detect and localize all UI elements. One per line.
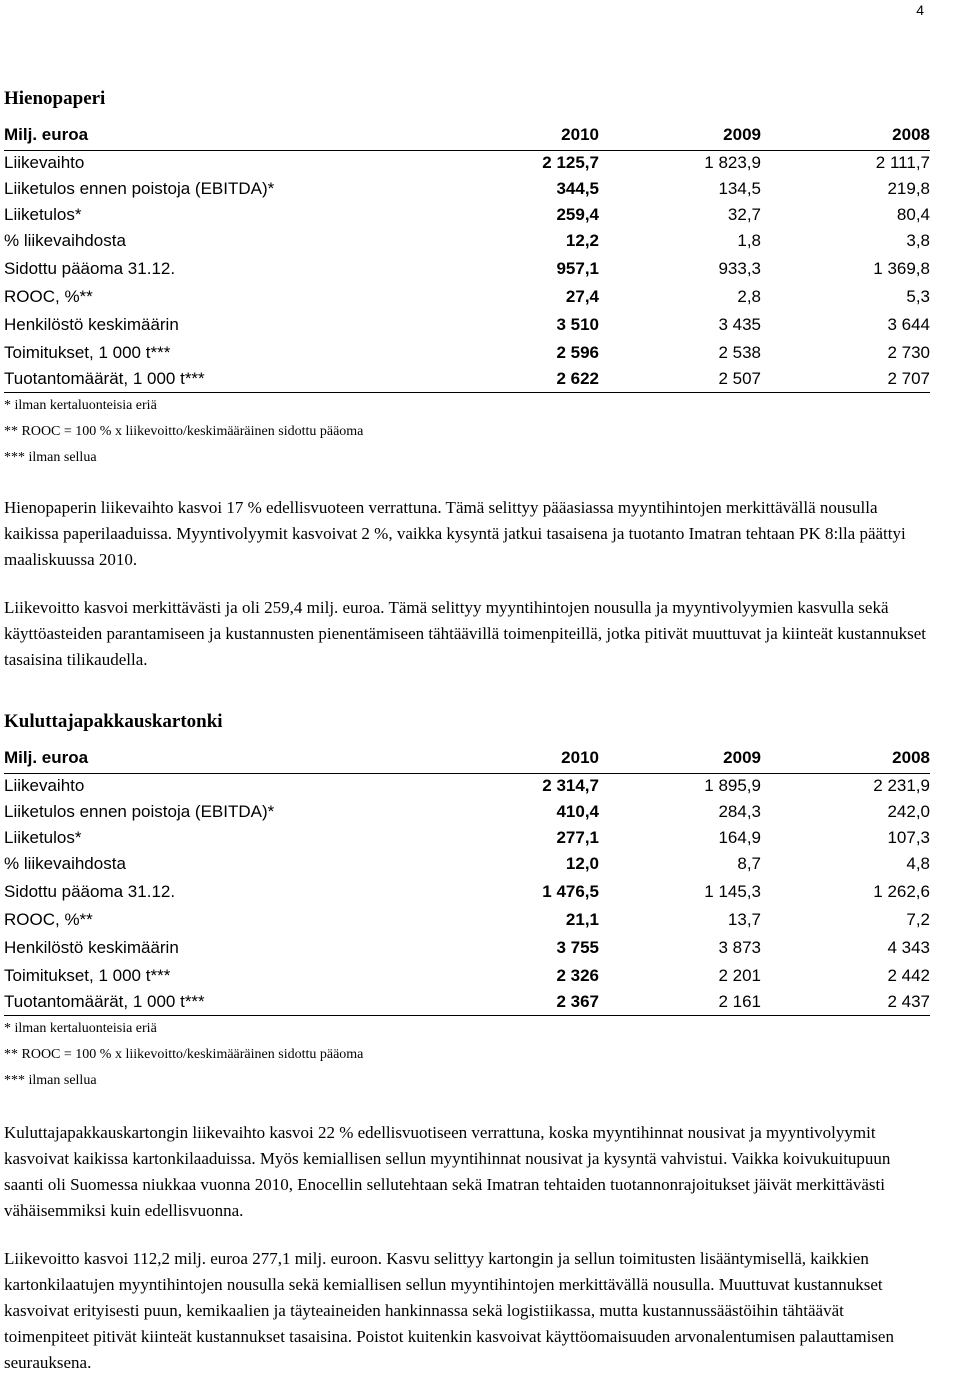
cell-value: 2 437	[887, 991, 930, 1011]
table-row	[4, 773, 930, 799]
footnote: ** ROOC = 100 % x liikevoitto/keskimääräinen sidottu pääoma	[4, 423, 364, 439]
row-label: Toimitukset, 1 000 t***	[4, 343, 171, 362]
table-header-row	[4, 743, 930, 773]
cell-value: 107,3	[887, 828, 930, 847]
body-paragraph: Hienopaperin liikevaihto kasvoi 17 % edellisvuoteen verrattuna. Tämä selittyy pääasiassa myyntihintojen merkittävällä nousulla kaikissa paperilaaduissa. Myyntivolyymit kasvoivat 2 %, vaikka kysyntä jatkui tasaisena ja tuotanto Imatran tehtaan PK 8:lla päättyi maaliskuussa 2010.	[4, 497, 906, 569]
cell-value: 1 823,9	[704, 153, 761, 173]
section-hienopaperi	[4, 88, 930, 673]
footnote: * ilman kertaluonteisia eriä	[4, 1020, 157, 1036]
cell-value: 284,3	[718, 802, 761, 821]
financial-table	[4, 743, 930, 1016]
cell-value: 1 145,3	[704, 882, 761, 901]
row-label: Henkilöstö keskimäärin	[4, 938, 179, 957]
table-footnotes	[4, 393, 930, 471]
page-number: 4	[916, 2, 924, 18]
table-row	[4, 851, 930, 877]
cell-value: 80,4	[896, 205, 930, 224]
cell-value: 2,8	[737, 287, 761, 306]
row-label: % liikevaihdosta	[4, 231, 126, 250]
cell-value: 3 510	[556, 315, 599, 334]
cell-value: 2 730	[887, 343, 930, 362]
footnote: * ilman kertaluonteisia eriä	[4, 397, 157, 413]
cell-value: 13,7	[727, 910, 761, 929]
cell-value: 933,3	[718, 259, 761, 278]
table-row	[4, 150, 930, 176]
cell-value: 2 596	[556, 343, 599, 362]
cell-value: 12,2	[565, 231, 599, 250]
row-label: Tuotantomäärät, 1 000 t***	[4, 991, 205, 1011]
cell-value: 4,8	[906, 854, 930, 873]
cell-value: 2 111,7	[875, 153, 930, 173]
header-label: Milj. euroa	[4, 747, 89, 767]
cell-value: 2 442	[887, 966, 930, 985]
cell-value: 164,9	[718, 828, 761, 847]
cell-value: 134,5	[718, 179, 761, 198]
cell-value: 259,4	[556, 205, 599, 224]
table-row	[4, 799, 930, 825]
header-year: 2008	[892, 124, 930, 144]
cell-value: 2 125,7	[542, 153, 599, 173]
cell-value: 2 367	[556, 991, 599, 1011]
table-row	[4, 933, 930, 963]
cell-value: 1,8	[737, 231, 761, 250]
header-label: Milj. euroa	[4, 124, 89, 144]
row-label: Tuotantomäärät, 1 000 t***	[4, 368, 205, 388]
cell-value: 27,4	[565, 287, 599, 306]
cell-value: 1 369,8	[873, 259, 930, 278]
table-row	[4, 228, 930, 254]
row-label: Henkilöstö keskimäärin	[4, 315, 179, 334]
cell-value: 8,7	[737, 854, 761, 873]
row-label: ROOC, %**	[4, 910, 93, 929]
cell-value: 21,1	[565, 910, 599, 929]
table-row	[4, 310, 930, 340]
table-row	[4, 176, 930, 202]
cell-value: 957,1	[556, 259, 599, 278]
header-year: 2009	[723, 747, 761, 767]
row-label: Sidottu pääoma 31.12.	[4, 882, 176, 901]
section-title: Kuluttajapakkauskartonki	[4, 711, 223, 732]
header-year: 2010	[561, 124, 599, 144]
cell-value: 2 201	[718, 966, 761, 985]
cell-value: 5,3	[906, 287, 930, 306]
table-row	[4, 877, 930, 907]
cell-value: 277,1	[556, 828, 599, 847]
header-year: 2008	[892, 747, 930, 767]
cell-value: 4 343	[887, 938, 930, 957]
row-label: % liikevaihdosta	[4, 854, 126, 873]
body-paragraph: Liikevoitto kasvoi merkittävästi ja oli 259,4 milj. euroa. Tämä selittyy myyntihintojen nousulla ja myyntivolyymien kasvulla sekä käyttöasteiden parantamiseen ja kustannusten pienentämiseen tähtäävillä toimenpiteillä, jotka pitivät muuttuvat ja kiinteät kustannukset tasaisina tilikaudella.	[4, 597, 926, 669]
table-row	[4, 825, 930, 851]
table-row	[4, 284, 930, 310]
footnote: ** ROOC = 100 % x liikevoitto/keskimääräinen sidottu pääoma	[4, 1046, 364, 1062]
cell-value: 1 476,5	[542, 882, 599, 901]
row-label: Liiketulos*	[4, 205, 82, 224]
cell-value: 12,0	[565, 854, 599, 873]
table-row	[4, 963, 930, 989]
body-paragraph: Kuluttajapakkauskartongin liikevaihto kasvoi 22 % edellisvuotiseen verrattuna, koska myyntihinnat nousivat ja myyntivolyymit kasvoivat kaikissa kartonkilaaduissa. Myös kemiallisen sellun myyntihinnat nousivat ja kysyntä vahvistui. Vaikka koivukuitupuun saanti oli Suomessa niukkaa vuonna 2010, Enocellin sellutehtaan sekä Imatran tehtaiden tuotannonrajoitukset jäivät merkittävästi vähäisemmiksi kuin edellisvuonna.	[4, 1122, 891, 1220]
cell-value: 3,8	[906, 231, 930, 250]
cell-value: 2 507	[718, 368, 761, 388]
header-year: 2010	[561, 747, 599, 767]
footnote: *** ilman sellua	[4, 1072, 97, 1088]
cell-value: 2 622	[556, 368, 599, 388]
cell-value: 3 873	[718, 938, 761, 957]
financial-table	[4, 120, 930, 393]
cell-value: 32,7	[727, 205, 761, 224]
row-label: Liiketulos ennen poistoja (EBITDA)*	[4, 179, 275, 198]
cell-value: 2 538	[718, 343, 761, 362]
row-label: Liiketulos ennen poistoja (EBITDA)*	[4, 802, 275, 821]
cell-value: 3 644	[887, 315, 930, 334]
cell-value: 219,8	[887, 179, 930, 198]
table-row	[4, 907, 930, 933]
cell-value: 344,5	[556, 179, 599, 198]
body-paragraph: Liikevoitto kasvoi 112,2 milj. euroa 277,1 milj. euroon. Kasvu selittyy kartongin ja sellun toimitusten lisääntymisellä, kaikkien kartonkilaatujen myyntihintojen nousulla sekä kemiallisen sellun myyntihintojen merkittävällä nousulla. Muuttuvat kustannukset kasvoivat erityisesti puun, kemikaalien ja täyteaineiden hankinnassa sekä logistiikassa, mutta kustannussäästöihin tähtäävät toimenpiteet pitivät kiinteät kustannukset tasaisina. Poistot kuitenkin kasvoivat käyttöomaisuuden arvonalentumisen palauttamisen seurauksena.	[4, 1248, 894, 1372]
cell-value: 7,2	[906, 910, 930, 929]
row-label: Liiketulos*	[4, 828, 82, 847]
row-label: Liikevaihto	[4, 153, 85, 173]
cell-value: 410,4	[556, 802, 599, 821]
cell-value: 1 895,9	[704, 776, 761, 796]
table-row	[4, 254, 930, 284]
cell-value: 2 161	[718, 991, 761, 1011]
cell-value: 2 707	[887, 368, 930, 388]
cell-value: 3 755	[556, 938, 599, 957]
row-label: Toimitukset, 1 000 t***	[4, 966, 171, 985]
section-kuluttajapakkauskartonki	[4, 711, 930, 1376]
table-row	[4, 366, 930, 392]
cell-value: 2 326	[556, 966, 599, 985]
footnote: *** ilman sellua	[4, 449, 97, 465]
row-label: Sidottu pääoma 31.12.	[4, 259, 176, 278]
table-row	[4, 340, 930, 366]
cell-value: 2 314,7	[542, 776, 599, 796]
table-row	[4, 202, 930, 228]
section-title: Hienopaperi	[4, 88, 106, 109]
cell-value: 2 231,9	[873, 776, 930, 796]
table-header-row	[4, 120, 930, 150]
table-row	[4, 989, 930, 1015]
header-year: 2009	[723, 124, 761, 144]
row-label: Liikevaihto	[4, 776, 85, 796]
cell-value: 3 435	[718, 315, 761, 334]
cell-value: 1 262,6	[873, 882, 930, 901]
row-label: ROOC, %**	[4, 287, 93, 306]
table-footnotes	[4, 1016, 930, 1094]
cell-value: 242,0	[887, 802, 930, 821]
